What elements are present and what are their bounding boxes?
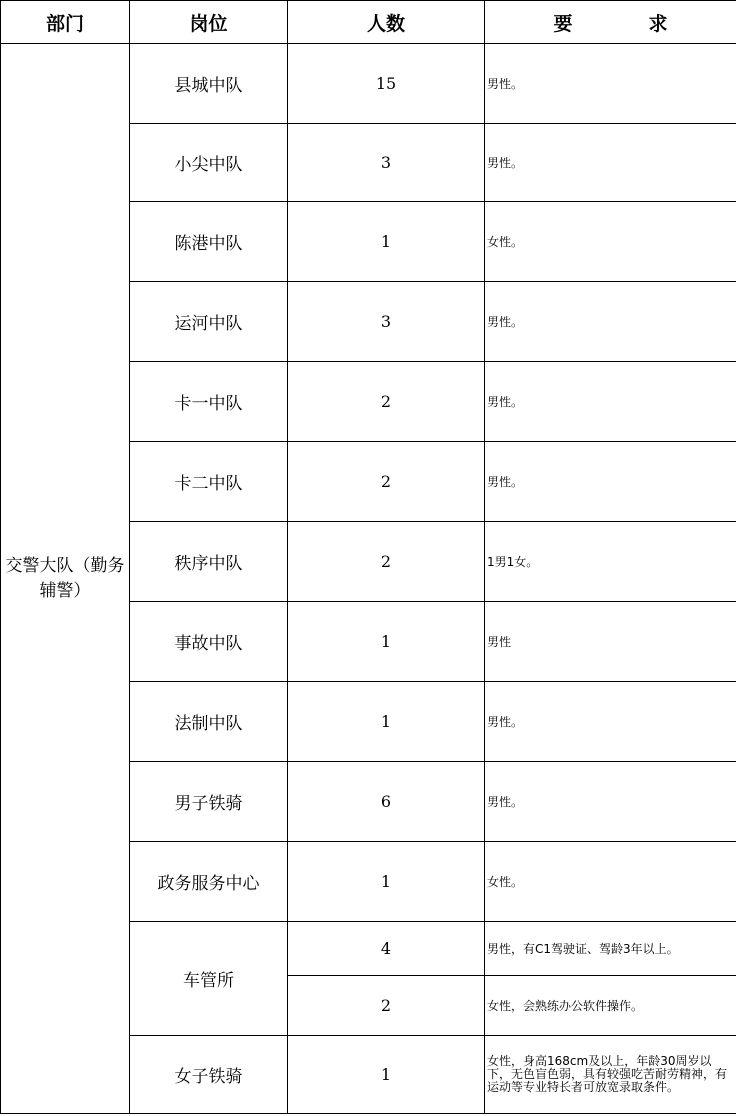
header-row <box>1 1 736 44</box>
requirement-cell: 男性，有C1驾驶证、驾龄3年以上。 <box>485 922 736 976</box>
requirement-cell: 男性。 <box>485 282 736 362</box>
requirement-cell: 女性。 <box>485 202 736 282</box>
count-cell: 4 <box>288 922 485 976</box>
header-position: 岗位 <box>130 1 288 44</box>
requirement-cell: 男性。 <box>485 442 736 522</box>
requirement-cell: 1男1女。 <box>485 522 736 602</box>
count-cell: 6 <box>288 762 485 842</box>
requirement-cell: 男性。 <box>485 44 736 124</box>
requirement-cell: 男性。 <box>485 362 736 442</box>
count-cell: 3 <box>288 124 485 202</box>
position-cell: 卡二中队 <box>130 442 288 522</box>
position-cell: 男子铁骑 <box>130 762 288 842</box>
requirement-cell: 女性。 <box>485 842 736 922</box>
position-cell: 秩序中队 <box>130 522 288 602</box>
count-cell: 2 <box>288 976 485 1036</box>
count-cell: 2 <box>288 362 485 442</box>
count-cell: 1 <box>288 842 485 922</box>
count-cell: 2 <box>288 442 485 522</box>
requirement-cell: 男性。 <box>485 682 736 762</box>
position-cell: 运河中队 <box>130 282 288 362</box>
header-dept: 部门 <box>1 1 130 44</box>
position-cell: 政务服务中心 <box>130 842 288 922</box>
requirement-cell: 女性，会熟练办公软件操作。 <box>485 976 736 1036</box>
header-requirement: 要 求 <box>485 1 736 44</box>
table-row <box>1 44 736 124</box>
position-cell: 女子铁骑 <box>130 1036 288 1114</box>
count-cell: 1 <box>288 682 485 762</box>
count-cell: 3 <box>288 282 485 362</box>
position-cell: 卡一中队 <box>130 362 288 442</box>
position-cell: 陈港中队 <box>130 202 288 282</box>
count-cell: 1 <box>288 202 485 282</box>
department-cell: 交警大队（勤务辅警） <box>1 44 130 1114</box>
count-cell: 1 <box>288 1036 485 1114</box>
position-cell: 小尖中队 <box>130 124 288 202</box>
count-cell: 2 <box>288 522 485 602</box>
position-cell: 事故中队 <box>130 602 288 682</box>
position-cell: 县城中队 <box>130 44 288 124</box>
position-cell: 法制中队 <box>130 682 288 762</box>
count-cell: 1 <box>288 602 485 682</box>
requirement-cell: 男性。 <box>485 762 736 842</box>
requirement-cell: 女性，身高168cm及以上，年龄30周岁以下，无色盲色弱，具有较强吃苦耐劳精神，有运动等专业特长者可放宽录取条件。 <box>485 1036 736 1114</box>
requirement-cell: 男性。 <box>485 124 736 202</box>
count-cell: 15 <box>288 44 485 124</box>
position-cell: 车管所 <box>130 922 288 1036</box>
header-count: 人数 <box>288 1 485 44</box>
requirement-cell: 男性 <box>485 602 736 682</box>
